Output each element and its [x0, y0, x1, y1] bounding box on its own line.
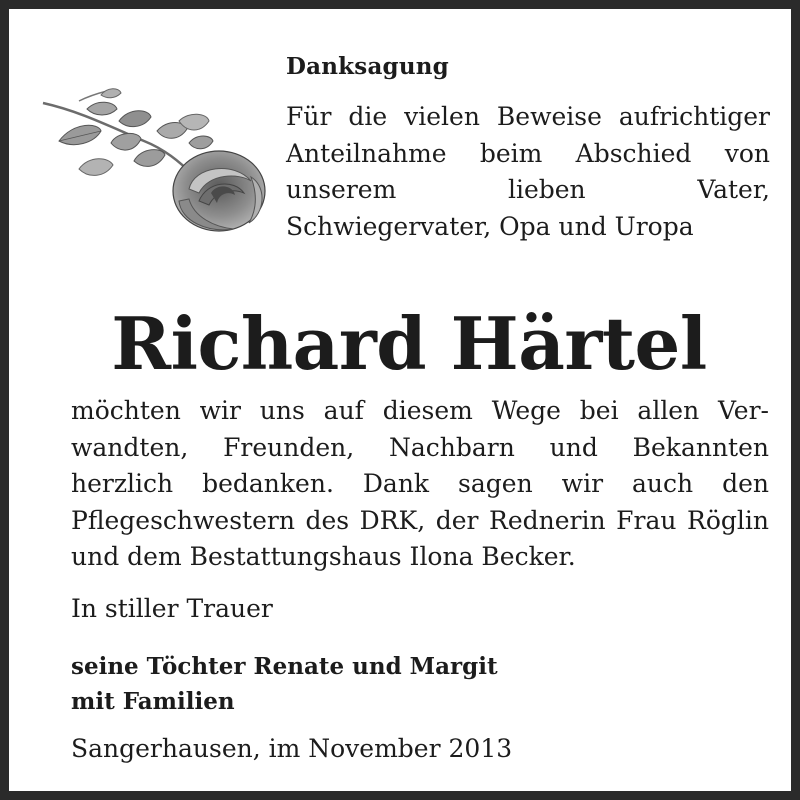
place-date: Sangerhausen, im November 2013	[71, 734, 513, 763]
signer-line: mit Familien	[71, 688, 235, 715]
rose-icon	[39, 81, 271, 239]
deceased-name: Richard Härtel	[111, 301, 707, 386]
closing-line: In stiller Trauer	[71, 594, 273, 623]
intro-text: Für die vielen Beweise aufrichtiger Anteilnahme beim Abschied von unserem lieben Vater, Schwiegervater, Opa und Uropa	[286, 102, 770, 241]
signer-line: seine Töchter Renate und Margit	[71, 653, 498, 680]
thanks-text: möchten wir uns auf diesem Wege bei allen Verwandten, Freunden, Nachbarn und Bekannten herzlich bedanken. Dank sagen wir auch den Pflegeschwestern des DRK, der Rednerin Frau Röglin und dem Bestattungshaus Ilona Becker.	[71, 396, 769, 571]
notice-heading: Danksagung	[286, 53, 449, 80]
signers-block	[71, 649, 498, 719]
